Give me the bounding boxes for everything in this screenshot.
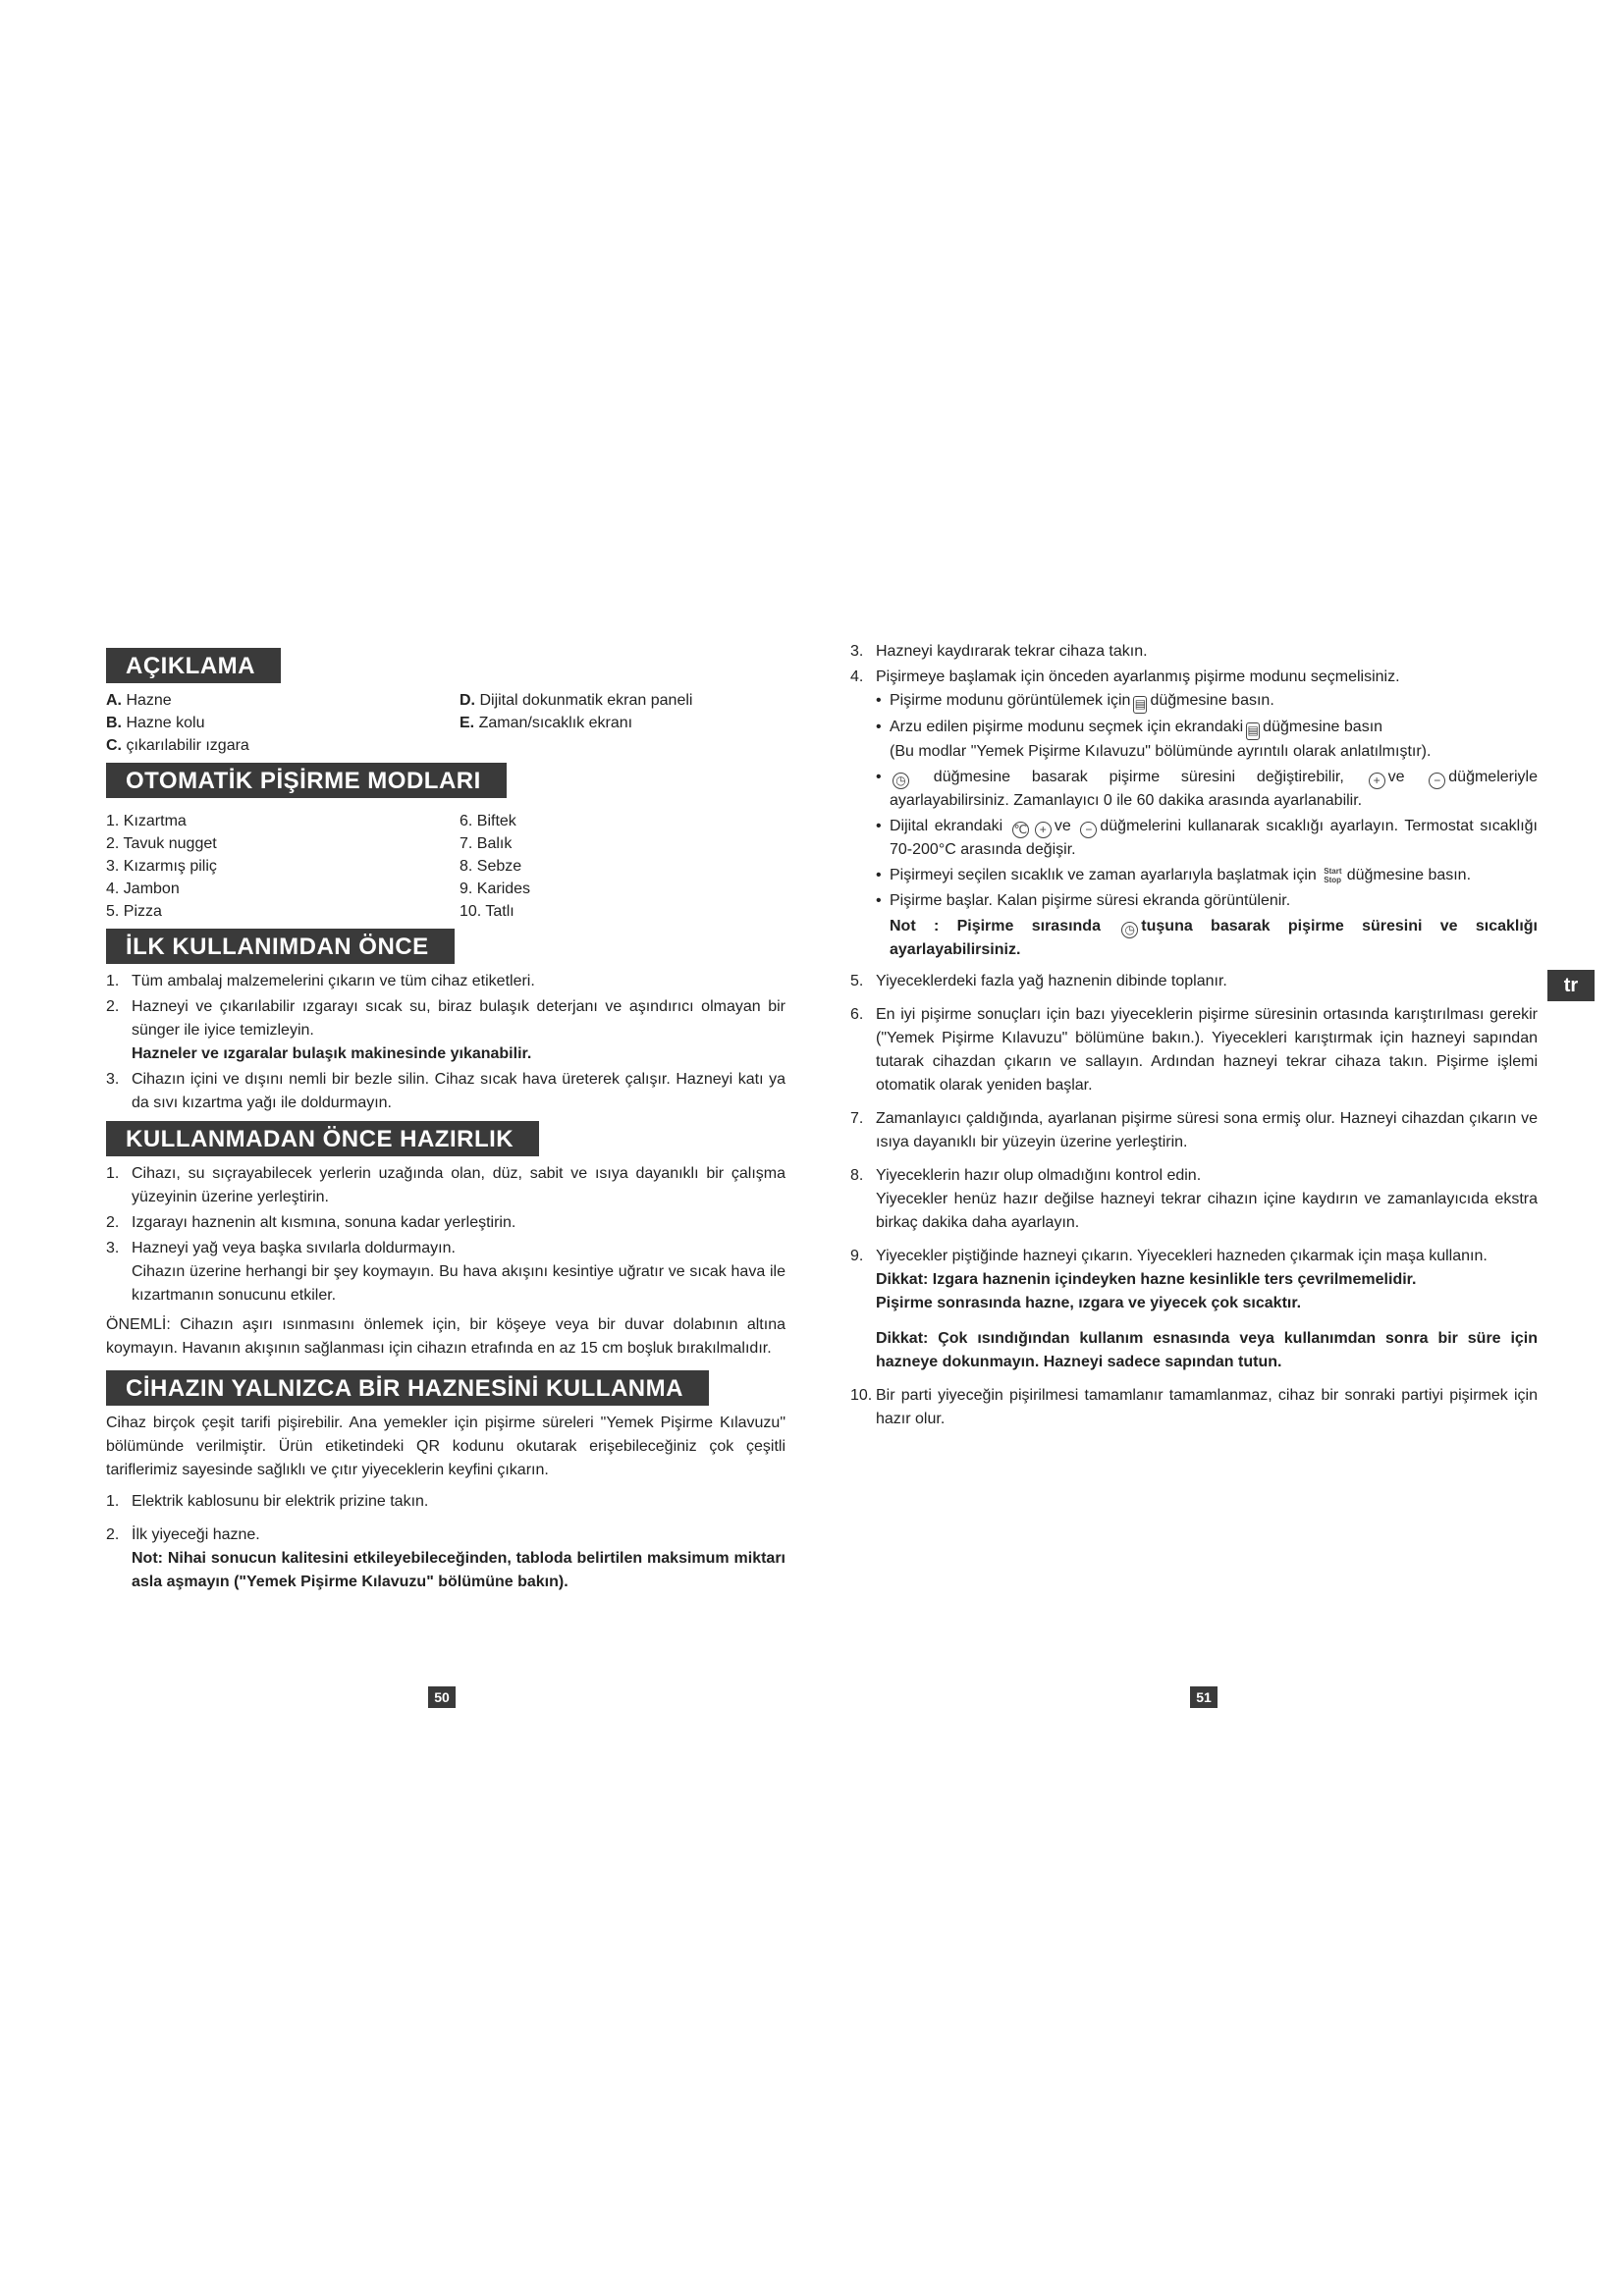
- list-item: 1. Cihazı, su sıçrayabilecek yerlerin uzağında olan, düz, sabit ve ısıya dayanıklı bir çalışma yüzeyinin üzerine yerleştirin.: [106, 1165, 785, 1205]
- intro-paragraph: Cihaz birçok çeşit tarifi pişirebilir. Ana yemekler için pişirme süreleri "Yemek Pişirme Kılavuzu" bölümünde verilmiştir. Ürün etiketindeki QR kodunu okutarak erişebileceğiniz çok çeşitli tariflerimiz sayesinde sağlıklı ve çıtır yiyeceklerin keyfini çıkarın.: [106, 1415, 785, 1478]
- mode-item: 4. Jambon: [106, 881, 180, 897]
- bullet-item: • Dijital ekrandaki ℃ + ve − düğmelerini kullanarak sıcaklığı ayarlayın. Termostat sıcaklığı 70-200°C arasında değişir.: [876, 815, 1538, 862]
- mode-item: 10. Tatlı: [460, 903, 514, 920]
- mode-item: 2. Tavuk nugget: [106, 835, 217, 852]
- list-item: 9. Yiyecekler piştiğinde hazneyi çıkarın. Yiyecekleri hazneden çıkarmak için maşa kullanın. Dikkat: Izgara haznenin içindeyken hazne kesinlikle ters çevrilmemelidir. Pişirme sonrasında hazne, ızgara ve yiyecek çok sıcaktır. Dikkat: Çok ısındığından kullanım esnasında veya kullanımdan sonra bir süre için hazneye dokunmayın. Hazneyi sadece sapından tutun.: [850, 1248, 1538, 1370]
- clock-icon: ◷: [893, 773, 909, 789]
- list-item: 4. Pişirmeye başlamak için önceden ayarlanmış pişirme modunu seçmelisiniz. • Pişirme modunu görüntülemek için ▤ düğmesine basın. • Arzu edilen pişirme modunu seçmek için ekrandaki ▤ düğmesine basın (Bu modlar "Yemek Pişirme Kılavuzu" bölümünde ayrıntılı olarak anlatılmıştır). • ◷ düğmesine basarak pişirme süresini değiştirebilir, + ve − düğmeleriyle ayarlayabilirsiniz. Zamanlayıcı 0 ile 60 dakika arasında ayarlanabilir. • Dijital ekrandaki ℃ + ve − düğmelerini kullanarak sıcaklığı ayarlayın. Termostat sıcaklığı 70-200°C arasında değişir. • Pişirmeyi seçilen sıcaklık ve zaman ayarlarıyla başlatmak için Start Stop düğmesine basın. • Pişirme başlar. Kalan pişirme süresi ekranda görüntülenir. Not : Pişirme sırasında ◷ tuşuna basarak pişirme süresini ve sıcaklığı ayarlayabilirsiniz.: [850, 666, 1538, 962]
- warning-1: Dikkat: Izgara haznenin içindeyken hazne kesinlikle ters çevrilmemelidir.: [876, 1271, 1417, 1288]
- step4-bullets: [876, 689, 1538, 913]
- bullet-item: • Arzu edilen pişirme modunu seçmek için ekrandaki ▤ düğmesine basın (Bu modlar "Yemek Pişirme Kılavuzu" bölümünde ayrıntılı olarak anlatılmıştır).: [876, 716, 1538, 764]
- section-title-ilk-kullanim: İLK KULLANIMDAN ÖNCE: [106, 929, 455, 964]
- cooking-modes-list: [106, 810, 785, 923]
- plus-icon: +: [1035, 822, 1052, 838]
- page-number-right: 51: [1190, 1686, 1218, 1708]
- first-use-list: [106, 970, 785, 1115]
- mode-item: 5. Pizza: [106, 903, 162, 920]
- mode-item: 3. Kızarmış piliç: [106, 858, 217, 875]
- mode-item: 9. Karides: [460, 881, 531, 897]
- list-item: 3. Hazneyi kaydırarak tekrar cihaza takın.: [850, 643, 1148, 660]
- part-item: B. Hazne kolu: [106, 715, 205, 731]
- list-item: 7. Zamanlayıcı çaldığında, ayarlanan pişirme süresi sona ermiş olur. Hazneyi cihazdan çıkarın ve ısıya dayanıklı bir yüzeyin üzerine yerleştirin.: [850, 1110, 1538, 1150]
- list-item: 2. Izgarayı haznenin alt kısmına, sonuna kadar yerleştirin.: [106, 1214, 516, 1231]
- steps-list: [850, 640, 1538, 1431]
- list-item: 5. Yiyeceklerdeki fazla yağ haznenin dibinde toplanır.: [850, 973, 1227, 989]
- start-stop-icon: Start Stop: [1324, 867, 1342, 884]
- part-item: A. Hazne: [106, 692, 172, 709]
- important-note: ÖNEMLİ: Cihazın aşırı ısınmasını önlemek için, bir köşeye veya bir duvar dolabının altına koymayın. Havanın akışının sağlanması için cihazın etrafında en az 15 cm boşluk bırakılmalıdır.: [106, 1316, 785, 1357]
- list-item: 10. Bir parti yiyeceğin pişirilmesi tamamlanır tamamlanmaz, cihaz bir sonraki partiyi pişirmek için hazır olur.: [850, 1387, 1538, 1427]
- thermometer-icon: ℃: [1013, 823, 1028, 836]
- cooking-note: Not : Pişirme sırasında ◷ tuşuna basarak pişirme süresini ve sıcaklığı ayarlayabilirsiniz.: [890, 918, 1538, 958]
- minus-icon: −: [1080, 822, 1097, 838]
- list-item: 3. Hazneyi yağ veya başka sıvılarla doldurmayın. Cihazın üzerine herhangi bir şey koymayın. Bu hava akışını kesintiye uğratır ve sıcak hava ile kızartmanın sonucunu etkiler.: [106, 1240, 785, 1304]
- clock-icon: ◷: [1121, 922, 1138, 938]
- bullet-item: • Pişirme modunu görüntülemek için ▤ düğmesine basın.: [876, 689, 1538, 714]
- mode-item: 6. Biftek: [460, 813, 516, 829]
- language-tab: tr: [1547, 970, 1595, 1001]
- parts-list: [106, 689, 785, 757]
- warning-2: Pişirme sonrasında hazne, ızgara ve yiyecek çok sıcaktır.: [876, 1295, 1302, 1311]
- right-page: [850, 640, 1538, 1437]
- list-item: 1. Tüm ambalaj malzemelerini çıkarın ve tüm cihaz etiketleri.: [106, 973, 535, 989]
- bullet-item: • ◷ düğmesine basarak pişirme süresini değiştirebilir, + ve − düğmeleriyle ayarlayabilirsiniz. Zamanlayıcı 0 ile 60 dakika arasında ayarlanabilir.: [876, 766, 1538, 813]
- preparation-list: [106, 1162, 785, 1308]
- part-item: E. Zaman/sıcaklık ekranı: [460, 715, 633, 731]
- minus-icon: −: [1429, 773, 1445, 789]
- basket-icon: ▤: [1133, 696, 1147, 714]
- mode-item: 7. Balık: [460, 835, 513, 852]
- mode-item: 8. Sebze: [460, 858, 522, 875]
- left-page: [106, 648, 785, 1600]
- list-item: 8. Yiyeceklerin hazır olup olmadığını kontrol edin. Yiyecekler henüz hazır değilse hazneyi tekrar cihazın içine kaydırın ve zamanlayıcıda ekstra birkaç dakika daha ayarlayın.: [850, 1167, 1538, 1231]
- warning-3: Dikkat: Çok ısındığından kullanım esnasında veya kullanımdan sonra bir süre için hazneye dokunmayın. Hazneyi sadece sapından tutun.: [876, 1330, 1538, 1370]
- section-title-hazirlik: KULLANMADAN ÖNCE HAZIRLIK: [106, 1121, 539, 1156]
- list-item: 6. En iyi pişirme sonuçları için bazı yiyeceklerin pişirme süresinin ortasında karıştırılması gerekir ("Yemek Pişirme Kılavuzu" bölümüne bakın.). Yiyecekleri karıştırmak için hazneyi sapından tutarak cihazdan çıkarın ve sallayın. Ardından hazneyi tekrar cihaza takın. Pişirme işlemi otomatik olarak yeniden başlar.: [850, 1006, 1538, 1094]
- page-number-left: 50: [428, 1686, 456, 1708]
- single-basket-list: [106, 1490, 785, 1594]
- part-item: D. Dijital dokunmatik ekran paneli: [460, 692, 693, 709]
- part-item: C. çıkarılabilir ızgara: [106, 737, 249, 754]
- section-title-aciklama: AÇIKLAMA: [106, 648, 281, 683]
- list-item: 3. Cihazın içini ve dışını nemli bir bezle silin. Cihaz sıcak hava üreterek çalışır. Hazneyi katı ya da sıvı kızartma yağı ile doldurmayın.: [106, 1071, 785, 1111]
- mode-item: 1. Kızartma: [106, 813, 187, 829]
- list-item: 1. Elektrik kablosunu bir elektrik prizine takın.: [106, 1493, 429, 1510]
- list-item: 2. Hazneyi ve çıkarılabilir ızgarayı sıcak su, biraz bulaşık deterjanı ve aşındırıcı olmayan bir sünger ile iyice temizleyin. Hazneler ve ızgaralar bulaşık makinesinde yıkanabilir.: [106, 998, 785, 1062]
- list-item: 2. İlk yiyeceği hazne. Not: Nihai sonucun kalitesini etkileyebileceğinden, tabloda belirtilen maksimum miktarı asla aşmayın ("Yemek Pişirme Kılavuzu" bölümüne bakın).: [106, 1526, 785, 1590]
- section-title-otomatik: OTOMATİK PİŞİRME MODLARI: [106, 763, 507, 798]
- bullet-item: • Pişirme başlar. Kalan pişirme süresi ekranda görüntülenir.: [876, 889, 1538, 913]
- plus-icon: +: [1369, 773, 1385, 789]
- basket-icon: ▤: [1246, 722, 1260, 740]
- bullet-item: • Pişirmeyi seçilen sıcaklık ve zaman ayarlarıyla başlatmak için Start Stop düğmesine basın.: [876, 864, 1538, 887]
- section-title-tek-hazne: CİHAZIN YALNIZCA BİR HAZNESİNİ KULLANMA: [106, 1370, 709, 1406]
